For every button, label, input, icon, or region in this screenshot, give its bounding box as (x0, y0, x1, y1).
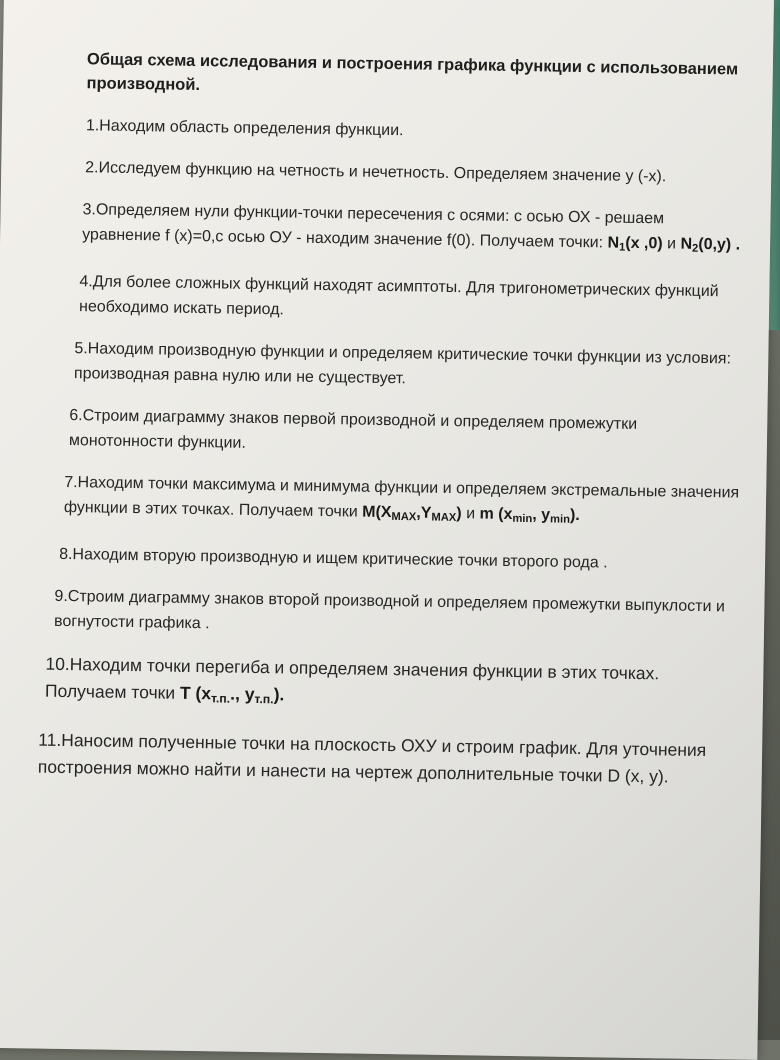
point-n2: $N_2(0,y)$ . (680, 235, 741, 255)
list-item-3 (82, 197, 747, 262)
item-number: 3. (82, 201, 97, 219)
list-item-5 (74, 336, 745, 397)
item-number: 1. (85, 117, 100, 135)
point-n1: $N_1(x$ ,0) (607, 234, 663, 254)
item-text: Находим точки перегиба и определяем значения функции в этих точках. Получаем точки (44, 653, 660, 703)
item-number: 8. (59, 545, 73, 563)
item-number: 10. (45, 653, 70, 674)
item-text: Наносим полученные точки на плоскость ОХУ и строим график. Для уточнения построения можно найти и нанести на чертеж дополнительные точки D (x, y). (37, 729, 707, 787)
item-text: Строим диаграмму знаков первой производной и определяем промежутки монотонности функции. (68, 407, 638, 452)
list-item-1 (86, 113, 748, 148)
point-min: m ($x_{min}$, $y_{min}$). (479, 505, 580, 526)
item-text: Находим точки максимума и минимума функции и определяем экстремальные значения функции в этих точках. Получаем точки (63, 473, 740, 521)
conjunction: и (666, 235, 677, 253)
list-item-8 (59, 541, 741, 577)
item-text: Определяем нули функции-точки пересечения с осями: с осью ОХ - решаем уравнение f (x)=0,с осью ОУ - находим значение f(0). Получаем точки: (82, 201, 665, 252)
item-text: Находим область определения функции. (99, 117, 404, 140)
item-number: 2. (85, 159, 99, 177)
item-number: 6. (69, 406, 83, 425)
item-text: Строим диаграмму знаков второй производной и определяем промежутки выпуклости и вогнутости графика . (53, 587, 726, 632)
document-title: Общая схема исследования и построения графика функции с использованием производной. (86, 50, 739, 95)
item-text: Находим вторую производную и ищем критические точки второго рода . (72, 545, 608, 572)
list-item-4 (79, 269, 746, 329)
item-number: 9. (54, 587, 68, 605)
list-item-10 (45, 650, 740, 720)
item-text: Для более сложных функций находят асимптоты. Для тригонометрических функций необходимо искать период. (78, 273, 719, 319)
point-inflection: T ($x_{т.п.}$., $y_{т.п.}$). (179, 682, 285, 706)
list-item-9 (54, 583, 741, 644)
item-number: 11. (38, 729, 62, 750)
list-item-6 (69, 403, 744, 464)
list-item-7 (64, 470, 743, 535)
list-item-2 (85, 155, 747, 190)
conjunction: и (466, 505, 476, 523)
list-item-11 (38, 726, 739, 791)
item-number: 5. (74, 339, 88, 358)
item-number: 7. (64, 473, 78, 491)
item-number: 4. (79, 272, 93, 291)
item-text: Исследуем функцию на четность и нечетность. Определяем значение у (-х). (98, 159, 667, 186)
document-body (37, 47, 749, 808)
item-text: Находим производную функции и определяем критические точки функции из условия: производная равна нулю или не существует. (73, 340, 732, 388)
point-max: $M(X_{MAX},Y_{MAX})$ (362, 503, 462, 524)
